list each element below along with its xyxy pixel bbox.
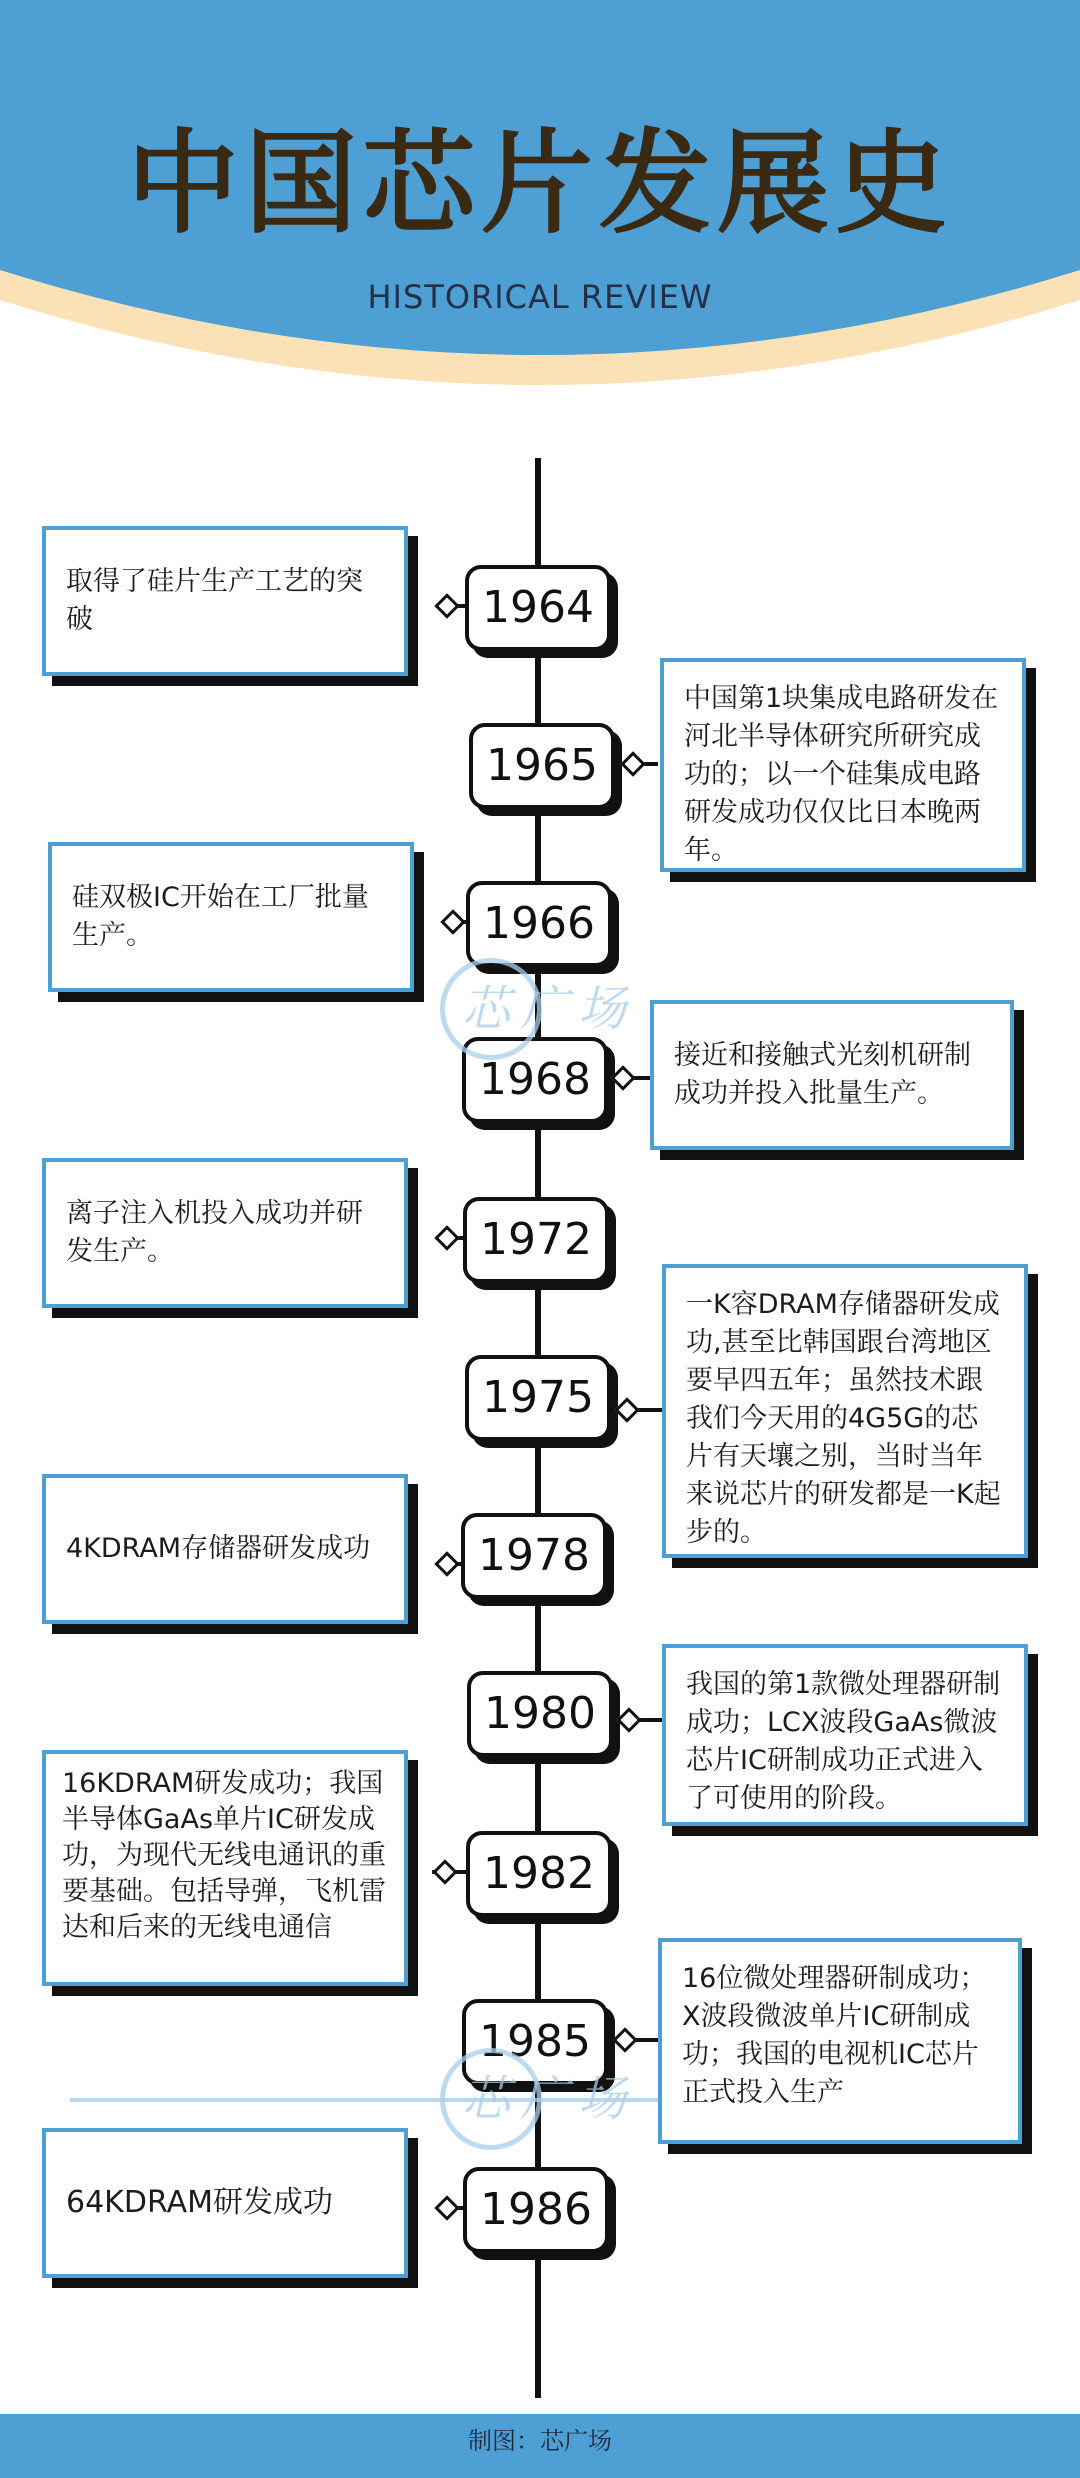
timeline-entry-1975 [0,1289,1080,1548]
diamond-marker [610,1065,635,1090]
event-text: 64KDRAM研发成功 [66,2185,333,2220]
year-badge: 1986 [463,2167,609,2253]
event-card [650,1000,1014,1150]
footer-credit: 制图：芯广场 [0,2414,1080,2478]
event-text: 中国第1块集成电路研发在河北半导体研究所研究成功的；以一个硅集成电路研发成功仅仅比日本晚两年。 [684,683,999,866]
event-card [660,658,1026,872]
event-card [42,1158,408,1308]
event-text: 4KDRAM存储器研发成功 [66,1533,371,1564]
event-text: 离子注入机投入成功并研发生产。 [66,1198,363,1267]
event-card [42,2128,408,2278]
diamond-marker [620,751,645,776]
timeline-entry-1982 [0,1768,1080,1943]
diamond-marker [434,1551,459,1576]
year-badge: 1982 [466,1831,612,1917]
page-subtitle: HISTORICAL REVIEW [367,278,713,316]
event-card [42,526,408,676]
watermark-text: 芯广场 [462,981,637,1037]
diamond-marker [434,1225,459,1250]
event-card [42,1474,408,1624]
year-badge: 1980 [467,1671,613,1757]
event-text: 我国的第1款微处理器研制成功；LCX波段GaAs微波芯片IC研制成功正式进入了可使用的阶段。 [686,1669,1001,1814]
event-text: 取得了硅片生产工艺的突破 [66,566,363,635]
timeline-entry-1966 [0,882,1080,951]
event-card [662,1644,1028,1826]
event-card [662,1264,1028,1558]
timeline-entry-1965 [0,683,1080,866]
year-badge: 1975 [465,1355,611,1441]
event-text: 一K容DRAM存储器研发成功,甚至比韩国跟台湾地区要早四五年；虽然技术跟我们今天用的4G5G的芯片有天壤之别，当时当年来说芯片的研发都是一K起步的。 [686,1289,1001,1548]
diamond-marker [614,1397,639,1422]
page-title: 中国芯片发展史 [127,119,953,249]
diamond-marker [612,2027,637,2052]
year-badge: 1968 [462,1037,608,1123]
header-banner [0,0,1080,420]
year-badge: 1972 [463,1197,609,1283]
timeline-entry-1972 [0,1198,1080,1267]
event-card [658,1938,1022,2144]
year-badge: 1964 [465,565,611,651]
diamond-marker [434,2195,459,2220]
year-badge: 1985 [462,1999,608,2085]
watermark-text: 芯广场 [462,2071,637,2127]
diamond-marker [434,593,459,618]
diamond-marker [432,1859,457,1884]
timeline-entry-1986 [0,2184,1080,2235]
event-text: 硅双极IC开始在工厂批量生产。 [72,882,369,951]
year-badge: 1966 [466,881,612,967]
year-badge: 1965 [469,723,615,809]
event-text: 16KDRAM研发成功；我国半导体GaAs单片IC研发成功，为现代无线电通讯的重要基础。包括导弹，飞机雷达和后来的无线电通信 [62,1768,386,1943]
event-card [48,842,414,992]
event-card [42,1750,408,1986]
diamond-marker [440,909,465,934]
event-text: 16位微处理器研制成功；X波段微波单片IC研制成功；我国的电视机IC芯片正式投入生产 [682,1963,987,2108]
timeline-entry-1968 [0,1040,1080,1109]
year-badge: 1978 [461,1513,607,1599]
event-text: 接近和接触式光刻机研制成功并投入批量生产。 [674,1040,971,1109]
timeline-entry-1980 [0,1669,1080,1814]
timeline-entry-1964 [0,566,1080,635]
diamond-marker [616,1707,641,1732]
